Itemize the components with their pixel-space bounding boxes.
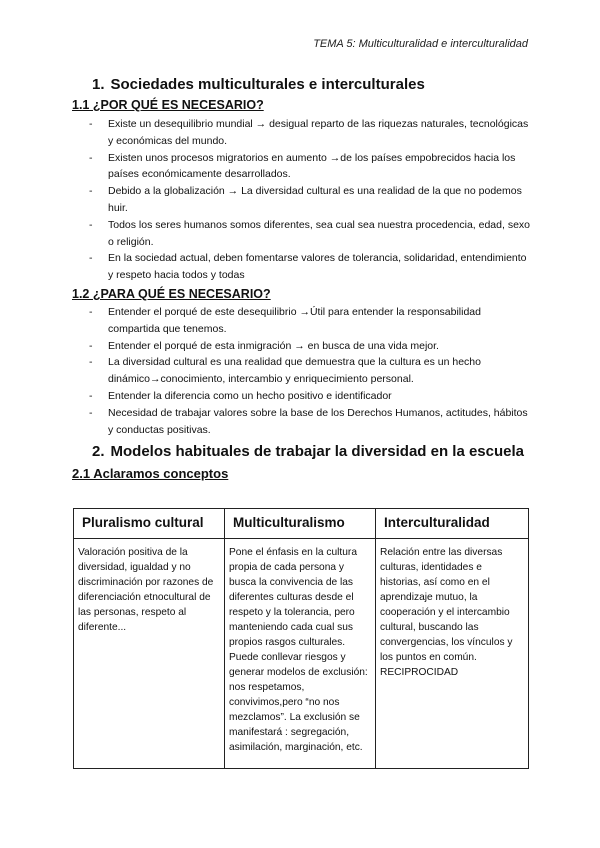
table-cell-multiculturalismo: Pone el énfasis en la cultura propia de cada persona y busca la convivencia de las diferentes culturas desde el respeto y la tolerancia, pero manteniendo cada cual sus propios rasgos culturales. Puede conllevar riesgos y generar modelos de exclusión: nos respetamos, convivimos,pero “no nos mezclamos”. La exclusión se manifestará : segregación, asimilación, marginación, etc.	[225, 539, 376, 769]
list-item: - Entender el porqué de esta inmigración → en busca de una vida mejor.	[72, 338, 532, 355]
list-item: - Existe un desequilibrio mundial → desigual reparto de las riquezas naturales, tecnológicas y económicas del mundo.	[72, 116, 532, 150]
table-header-interculturalidad: Interculturalidad	[376, 509, 529, 539]
list-item: - Entender el porqué de este desequilibrio →Útil para entender la responsabilidad compartida que tenemos.	[72, 304, 532, 338]
table-header-multiculturalismo: Multiculturalismo	[225, 509, 376, 539]
table-header-pluralismo: Pluralismo cultural	[74, 509, 225, 539]
section-1-title: Sociedades multiculturales e interculturales	[110, 76, 425, 93]
subsection-1-2-list	[72, 304, 532, 438]
section-2-title: Modelos habituales de trabajar la diversidad en la escuela	[110, 443, 525, 460]
table-cell-pluralismo: Valoración positiva de la diversidad, igualdad y no discriminación por razones de diferenciación etnocultural de las personas, respeto al diferente...	[74, 539, 225, 769]
list-item: - En la sociedad actual, deben fomentarse valores de tolerancia, solidaridad, entendimiento y respeto hacia todos y todas	[72, 250, 532, 284]
subsection-1-1-list	[72, 116, 532, 284]
page-header: TEMA 5: Multiculturalidad e interculturalidad	[313, 38, 528, 50]
concepts-table	[73, 508, 529, 769]
list-item: - Entender la diferencia como un hecho positivo e identificador	[72, 388, 532, 405]
section-1-number: 1.	[92, 76, 105, 93]
section-2-number: 2.	[92, 443, 105, 460]
section-1-heading	[92, 76, 425, 93]
list-item: - Todos los seres humanos somos diferentes, sea cual sea nuestra procedencia, edad, sexo o religión.	[72, 217, 532, 251]
list-item: - Debido a la globalización → La diversidad cultural es una realidad de la que no podemos huir.	[72, 183, 532, 217]
section-2-heading	[92, 443, 524, 460]
list-item: - La diversidad cultural es una realidad que demuestra que la cultura es un hecho dinámico→conocimiento, intercambio y enriquecimiento personal.	[72, 354, 532, 388]
list-item: - Necesidad de trabajar valores sobre la base de los Derechos Humanos, actitudes, hábitos y conductas positivas.	[72, 405, 532, 439]
table-cell-interculturalidad: Relación entre las diversas culturas, identidades e historias, así como en el aprendizaje mutuo, la cooperación y el intercambio cultural, buscando las convergencias, los vínculos y los puntos en común. RECIPROCIDAD	[376, 539, 529, 769]
subsection-2-1-heading: 2.1 Aclaramos conceptos	[72, 466, 229, 481]
table-row	[74, 539, 529, 769]
table-header-row	[74, 509, 529, 539]
subsection-1-1-heading: 1.1 ¿POR QUÉ ES NECESARIO?	[72, 98, 264, 112]
list-item: - Existen unos procesos migratorios en aumento →de los países empobrecidos hacia los países económicamente desarrollados.	[72, 150, 532, 184]
subsection-1-2-heading: 1.2 ¿PARA QUÉ ES NECESARIO?	[72, 287, 271, 301]
